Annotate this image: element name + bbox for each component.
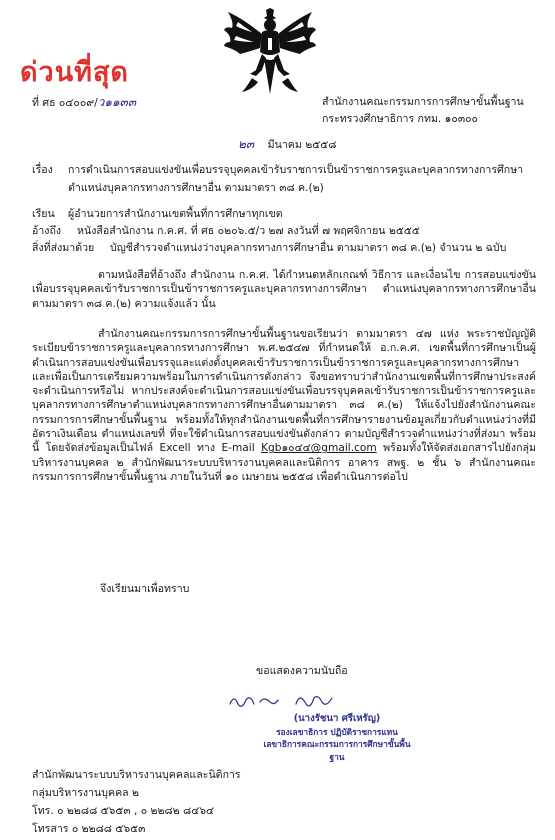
- footer-group: กลุ่มบริหารงานบุคคล ๒: [32, 787, 140, 799]
- signer-role-line2: เลขาธิการคณะกรรมการการศึกษาขั้นพื้นฐาน: [263, 739, 411, 762]
- urgent-label: ด่วนที่สุด: [20, 57, 129, 88]
- doc-ref-number: ว๑๑๓๓: [97, 95, 137, 109]
- to-label: เรียน: [32, 208, 55, 220]
- reference-label: อ้างถึง: [32, 225, 62, 237]
- footer-office: สำนักพัฒนาระบบบริหารงานบุคคลและนิติการ: [32, 769, 241, 781]
- closing-request: จึงเรียนมาเพื่อทราบ: [100, 583, 190, 595]
- enclosure-text: บัญชีสำรวจตำแหน่งว่างบุคลากรทางการศึกษาอื่น ตามมาตรา ๓๘ ค.(๒) จำนวน ๒ ฉบับ: [110, 242, 507, 254]
- closing-regards: ขอแสดงความนับถือ: [256, 665, 348, 677]
- contact-email[interactable]: Kgb๑๐๔๔@gmail.com: [261, 442, 377, 455]
- signer-role-line1: รองเลขาธิการ ปฏิบัติราชการแทน: [276, 726, 398, 737]
- subject-line1: การดำเนินการสอบแข่งขันเพื่อบรรจุบุคคลเข้ารับราชการเป็นข้าราชการครูและบุคลากรทางการศึกษา: [68, 164, 524, 176]
- paragraph-request-part1: สำนักงานคณะกรรมการการศึกษาขั้นพื้นฐานขอเรียนว่า ตามมาตรา ๔๗ แห่ง พระราชบัญญัติระเบียบข้าราชการครูและบุคลากรทางการศึกษา พ.ศ.๒๕๔๗ ที่กำหนดให้ อ.ก.ค.ศ. เขตพื้นที่การศึกษาเป็นผู้ดำเนินการสอบแข่งขันเพื่อบรรจุและแต่งตั้งบุคคลเข้ารับราชการเป็นข้าราชการครูและบุคลากรทางการศึกษา และเพื่อเป็นการเตรียมความพร้อมในการดำเนินการดังกล่าว จึงขอทราบว่าสำนักงานเขตพื้นที่การศึกษาประสงค์จะดำเนินการหรือไม่ หากประสงค์จะดำเนินการสอบแข่งขันเพื่อบรรจุบุคคลเข้ารับราชการเป็นข้าราชการครูและบุคลากรทางการศึกษาตำแหน่งบุคลากรทางการศึกษาอื่นตามมาตรา ๓๘ ค.(๒) ให้แจ้งไปยังสำนักงานคณะกรรมการการศึกษาขั้นพื้นฐาน พร้อมทั้งให้ทุกสำนักงานเขตพื้นที่การศึกษารายงานข้อมูลเกี่ยวกับตำแหน่งว่างที่มีอัตราเงินเดือน ตำแหน่งเลขที่ ที่จะใช้ดำเนินการสอบแข่งขันดังกล่าว ตามบัญชีสำรวจตำแหน่งว่างที่ส่งมา พร้อมนี้ โดยจัดส่งข้อมูลเป็นไฟล์ Excell ทาง E-mail: [32, 328, 536, 455]
- signer-name: (นางรัชนา ศรีเหรัญ): [293, 713, 381, 724]
- paragraph-request-part2: พร้อมทั้งให้จัดส่งเอกสารไปยังกลุ่มบริหารงานบุคคล ๒ สำนักพัฒนาระบบบริหารงานบุคคลและนิติการ อาคาร สพฐ. ๒ ชั้น ๖ สำนักงานคณะกรรมการการศึกษาขั้นพื้นฐาน ภายในวันที่ ๑๐ เมษายน ๒๕๕๘ เพื่อดำเนินการต่อไป: [32, 442, 536, 483]
- agency-line1: สำนักงานคณะกรรมการการศึกษาขั้นพื้นฐาน: [322, 96, 524, 108]
- date-month-year: มีนาคม ๒๕๕๘: [267, 139, 337, 151]
- footer-fax: โทรสาร ๐ ๒๒๘๘ ๕๖๕๓: [32, 823, 146, 835]
- signature-icon: [226, 690, 356, 712]
- enclosure-label: สิ่งที่ส่งมาด้วย: [32, 242, 95, 254]
- reference-text: หนังสือสำนักงาน ก.ค.ศ. ที่ ศธ ๐๒๐๖.๕/ว ๒๗ ลงวันที่ ๗ พฤศจิกายน ๒๕๕๕: [77, 225, 420, 237]
- doc-ref-prefix: ที่ ศธ ๐๔๐๐๙/: [32, 97, 98, 109]
- paragraph-reference: ตามหนังสือที่อ้างถึง สำนักงาน ก.ค.ศ. ได้กำหนดหลักเกณฑ์ วิธีการ และเงื่อนไข การสอบแข่งขันเพื่อบรรจุบุคคลเข้ารับราชการเป็นข้าราชการครูและบุคลากรทางการศึกษา ตำแหน่งบุคลากรทางการศึกษาอื่น ตามมาตรา ๓๘ ค.(๒) ความแจ้งแล้ว นั้น: [32, 269, 536, 310]
- signer-block: [262, 713, 412, 763]
- paragraph-request: [32, 327, 536, 484]
- date-day: ๒๓: [238, 137, 255, 151]
- agency-line2: กระทรวงศึกษาธิการ กทม. ๑๐๓๐๐: [322, 113, 479, 125]
- to-text: ผู้อำนวยการสำนักงานเขตพื้นที่การศึกษาทุกเขต: [68, 208, 283, 220]
- subject-label: เรื่อง: [32, 164, 53, 176]
- garuda-emblem-icon: [222, 8, 318, 96]
- subject-line2: ตำแหน่งบุคลากรทางการศึกษาอื่น ตามมาตรา ๓๘ ค.(๒): [68, 182, 324, 194]
- footer-telephone: โทร. ๐ ๒๒๘๘ ๕๖๕๓ , ๐ ๒๒๘๒ ๘๔๖๔: [32, 805, 214, 817]
- document-date: [238, 137, 336, 152]
- document-reference: [32, 95, 136, 110]
